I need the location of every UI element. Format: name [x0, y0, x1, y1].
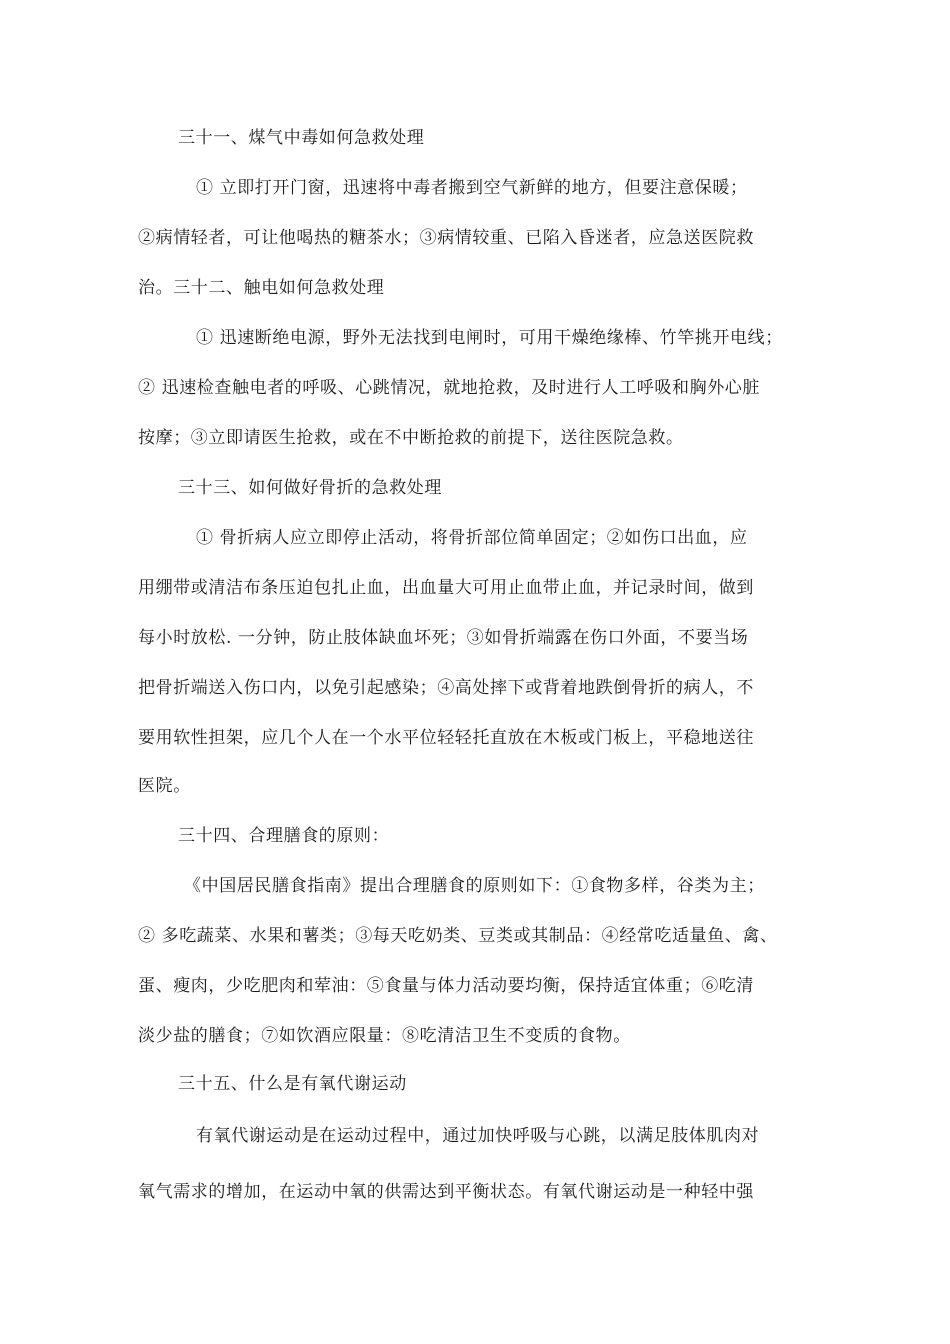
- paragraph-line: 《中国居民膳食指南》提出合理膳食的原则如下：①食物多样，谷类为主；: [184, 876, 765, 896]
- paragraph-line: ① 骨折病人应立即停止活动，将骨折部位简单固定；②如伤口出血，应: [196, 528, 748, 548]
- paragraph-line: 按摩；③立即请医生抢救，或在不中断抢救的前提下，送往医院急救。: [138, 428, 684, 448]
- paragraph-line: 每小时放松. 一分钟，防止肢体缺血坏死；③如骨折端露在伤口外面，不要当场: [138, 628, 749, 648]
- paragraph-line: ① 立即打开门窗，迅速将中毒者搬到空气新鲜的地方，但要注意保暖；: [196, 178, 748, 198]
- paragraph-line: 蛋、瘦肉，少吃肥肉和荤油：⑤食量与体力活动要均衡，保持适宜体重；⑥吃清: [138, 976, 754, 996]
- paragraph-line: ② 迅速检查触电者的呼吸、心跳情况，就地抢救，及时进行人工呼吸和胸外心脏: [138, 378, 761, 398]
- paragraph-line: ②病情轻者，可让他喝热的糖茶水；③病情较重、已陷入昏迷者，应急送医院救: [138, 228, 754, 248]
- paragraph-line: 用绷带或清洁布条压迫包扎止血，出血量大可用止血带止血，并记录时间，做到: [138, 578, 754, 598]
- heading-34: 三十四、合理膳食的原则：: [178, 826, 390, 846]
- heading-35: 三十五、什么是有氧代谢运动: [178, 1074, 407, 1094]
- paragraph-line: 要用软性担架，应几个人在一个水平位轻轻托直放在木板或门板上，平稳地送往: [138, 728, 754, 748]
- paragraph-line: ② 多吃蔬菜、水果和薯类；③每天吃奶类、豆类或其制品：④经常吃适量鱼、禽、: [138, 926, 778, 946]
- paragraph-line: 淡少盐的膳食；⑦如饮酒应限量：⑧吃清洁卫生不变质的食物。: [138, 1026, 631, 1046]
- heading-31: 三十一、煤气中毒如何急救处理: [178, 128, 425, 148]
- paragraph-line: 把骨折端送入伤口内，以免引起感染；④高处摔下或背着地跌倒骨折的病人，不: [138, 678, 754, 698]
- paragraph-line: 医院。: [138, 776, 191, 796]
- paragraph-line: 有氧代谢运动是在运动过程中，通过加快呼吸与心跳，以满足肢体肌肉对: [196, 1126, 760, 1146]
- paragraph-line-heading-32: 治。三十二、触电如何急救处理: [138, 278, 385, 298]
- paragraph-line: 氧气需求的增加，在运动中氧的供需达到平衡状态。有氧代谢运动是一种轻中强: [138, 1182, 754, 1202]
- paragraph-line: ① 迅速断绝电源，野外无法找到电闸时，可用干燥绝缘棒、竹竿挑开电线；: [196, 328, 783, 348]
- heading-33: 三十三、如何做好骨折的急救处理: [178, 478, 442, 498]
